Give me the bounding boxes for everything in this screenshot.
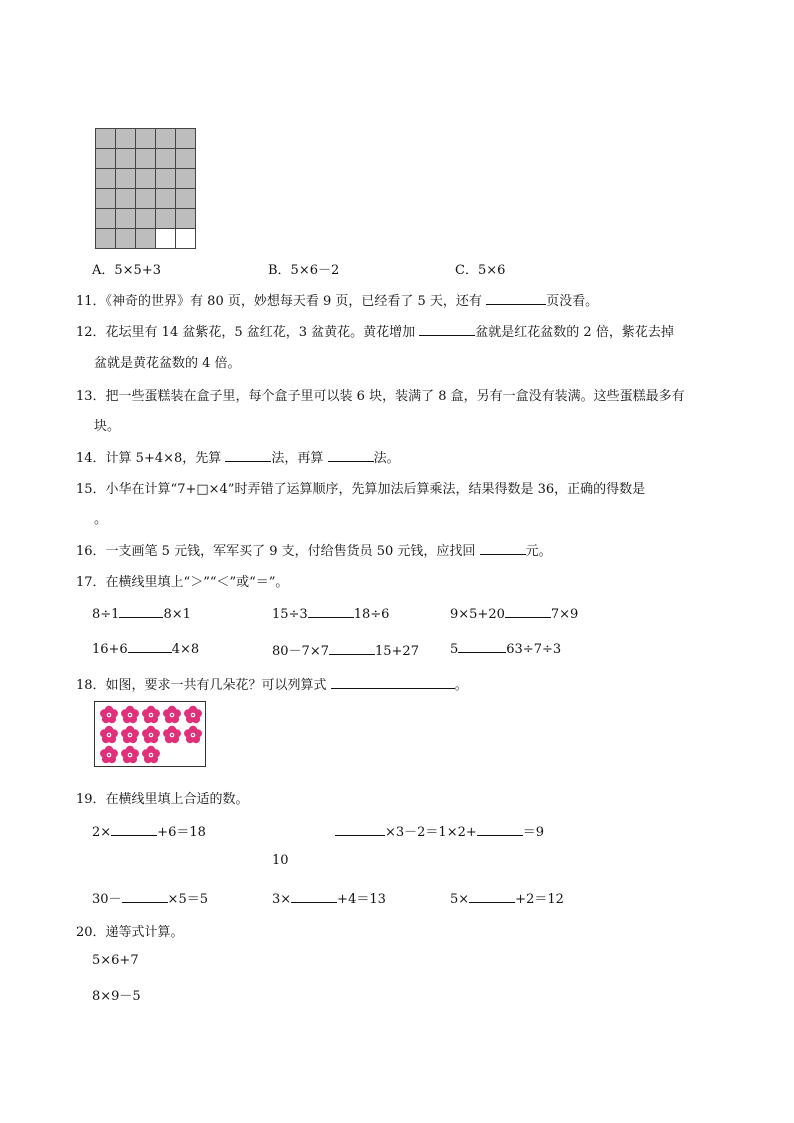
answer-blank-18[interactable] <box>331 676 455 689</box>
grid-cell-shaded <box>116 209 136 229</box>
flower-icon <box>120 705 140 725</box>
question-13-line1: 13．把一些蛋糕装在盒子里，每个盒子里可以装 6 块，装满了 8 盒，另有一盒没有装满。这些蛋糕最多有 <box>76 389 685 404</box>
question-14: 14．计算 5+4×8，先算 法，再算 法。 <box>76 451 400 466</box>
fill-blank-1[interactable] <box>111 823 157 836</box>
grid-cell-shaded <box>156 129 176 149</box>
answer-blank-12a[interactable] <box>419 323 475 336</box>
compare-item-5: 80－7×7 15+27 <box>272 644 419 659</box>
grid-cell-shaded <box>136 169 156 189</box>
grid-cell-shaded <box>156 169 176 189</box>
grid-cell-shaded <box>116 149 136 169</box>
calc-item-1: 5×6+7 <box>92 953 139 968</box>
fill-blank-3[interactable] <box>122 890 168 903</box>
compare-blank-1[interactable] <box>119 605 163 618</box>
flower-icon <box>120 745 140 765</box>
flower-icon <box>183 705 203 725</box>
question-11: 11．《神奇的世界》有 80 页，妙想每天看 9 页，已经看了 5 天，还有 页没看。 <box>76 294 599 309</box>
compare-item-4: 16+6 4×8 <box>92 642 200 657</box>
fill-blank-2b[interactable] <box>477 823 523 836</box>
grid-cell-shaded <box>116 189 136 209</box>
grid-cell-shaded <box>96 169 116 189</box>
answer-blank-16[interactable] <box>480 542 526 555</box>
fill-blank-2a[interactable] <box>335 823 385 836</box>
grid-cell-shaded <box>176 209 196 229</box>
question-17-title: 17．在横线里填上“＞”“＜”或“＝”。 <box>76 575 289 590</box>
compare-blank-3[interactable] <box>505 605 551 618</box>
question-15-line1: 15．小华在计算“7+□×4”时弄错了运算顺序，先算加法后算乘法，结果得数是 36，正确的得数是 <box>76 482 646 497</box>
fill-equation-5: 5× +2＝12 <box>450 892 564 907</box>
flower-icon <box>120 725 140 745</box>
question-12-line1: 12．花坛里有 14 盆紫花，5 盆红花，3 盆黄花。黄花增加 盆就是红花盆数的 2 倍，紫花去掉 <box>76 325 674 340</box>
question-12-line2: 盆就是黄花盆数的 4 倍。 <box>94 356 241 371</box>
question-13-line2: 块。 <box>94 419 121 434</box>
compare-blank-4[interactable] <box>128 640 172 653</box>
flower-icon <box>141 705 161 725</box>
grid-cell-shaded <box>136 189 156 209</box>
question-20-title: 20．递等式计算。 <box>76 925 184 940</box>
compare-item-2: 15÷3 18÷6 <box>272 607 390 622</box>
option-a[interactable]: A．5×5+3 <box>92 263 161 278</box>
grid-cell-shaded <box>156 209 176 229</box>
option-c[interactable]: C．5×6 <box>455 263 506 278</box>
option-b[interactable]: B．5×6－2 <box>268 263 340 278</box>
flower-icon <box>162 725 182 745</box>
grid-cell-shaded <box>96 229 116 249</box>
grid-cell-shaded <box>136 229 156 249</box>
grid-cell-shaded <box>96 129 116 149</box>
question-19-title: 19．在横线里填上合适的数。 <box>76 792 249 807</box>
grid-cell-unshaded <box>156 229 176 249</box>
compare-item-6: 5 63÷7÷3 <box>450 642 562 657</box>
fill-equation-2-cont: 10 <box>272 853 289 868</box>
compare-blank-5[interactable] <box>329 642 375 655</box>
grid-cell-shaded <box>176 129 196 149</box>
flower-icon <box>183 725 203 745</box>
fill-equation-1: 2× +6＝18 <box>92 825 206 840</box>
grid-cell-shaded <box>156 149 176 169</box>
flower-icon <box>99 745 119 765</box>
grid-cell-shaded <box>96 209 116 229</box>
grid-cell-shaded <box>136 209 156 229</box>
flower-picture <box>94 701 206 767</box>
grid-cell-shaded <box>176 189 196 209</box>
grid-cell-unshaded <box>176 229 196 249</box>
flower-icon <box>141 725 161 745</box>
grid-cell-shaded <box>96 149 116 169</box>
answer-blank-11[interactable] <box>486 292 546 305</box>
flower-icon <box>99 725 119 745</box>
grid-cell-shaded <box>116 129 136 149</box>
compare-item-1: 8÷1 8×1 <box>92 607 191 622</box>
fill-blank-4[interactable] <box>291 890 337 903</box>
fill-blank-5[interactable] <box>469 890 515 903</box>
calc-item-2: 8×9－5 <box>92 989 141 1004</box>
flower-icon <box>162 705 182 725</box>
question-18: 18．如图，要求一共有几朵花？可以列算式 。 <box>76 678 468 693</box>
grid-cell-shaded <box>176 149 196 169</box>
compare-blank-2[interactable] <box>308 605 354 618</box>
compare-item-3: 9×5+20 7×9 <box>450 607 579 622</box>
question-15-line2: 。 <box>94 512 108 527</box>
fill-equation-2: ×3－2＝1×2+ ＝9 <box>335 821 544 840</box>
answer-blank-14b[interactable] <box>328 449 374 462</box>
fill-equation-4: 3× +4＝13 <box>272 892 386 907</box>
grid-cell-shaded <box>136 129 156 149</box>
fill-equation-3: 30－ ×5＝5 <box>92 892 208 907</box>
grid-cell-shaded <box>176 169 196 189</box>
shaded-grid-figure <box>95 128 196 249</box>
answer-blank-14a[interactable] <box>225 449 271 462</box>
compare-blank-6[interactable] <box>458 640 506 653</box>
flower-icon <box>99 705 119 725</box>
grid-cell-shaded <box>156 189 176 209</box>
question-16: 16．一支画笔 5 元钱，军军买了 9 支，付给售货员 50 元钱，应找回 元。 <box>76 544 552 559</box>
grid-cell-shaded <box>136 149 156 169</box>
grid-cell-shaded <box>96 189 116 209</box>
grid-cell-shaded <box>116 229 136 249</box>
flower-icon <box>141 745 161 765</box>
grid-cell-shaded <box>116 169 136 189</box>
